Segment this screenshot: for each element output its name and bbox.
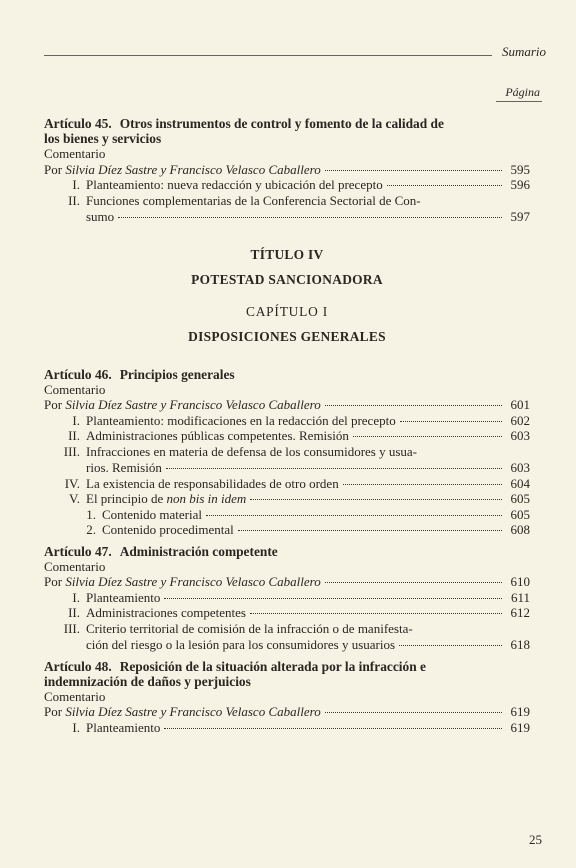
article-48-entry [44, 659, 530, 736]
comentario-label: Comentario [44, 558, 106, 574]
author-row: Por Silvia Díez Sastre y Francisco Velasco Caballero 601 [44, 397, 530, 412]
capitulo-label: CAPÍTULO I [245, 303, 328, 319]
article-title: Artículo 47. Administración competente [44, 543, 278, 559]
toc-item: II. Administraciones competentes 612 [68, 605, 530, 620]
table-of-contents [44, 116, 530, 735]
article-title: Artículo 45. Otros instrumentos de control y fomento de la calidad de los bienes y servicios [44, 116, 444, 146]
titulo-name: POTESTAD SANCIONADORA [191, 271, 383, 287]
toc-item: III. Infracciones en materia de defensa de los consumidores y usua- rios. Remisión 603 [63, 443, 530, 475]
comentario-label: Comentario [44, 146, 106, 161]
toc-item: I. Planteamiento: nueva redacción y ubicación del precepto 596 [72, 177, 530, 192]
article-47-entry [44, 544, 530, 653]
toc-item: III. Criterio territorial de comisión de la infracción o de manifesta- ción del riesgo o la lesión para los consumidores y usuarios 618 [63, 620, 530, 652]
toc-item: IV. La existencia de responsabilidades de otro orden 604 [64, 475, 530, 491]
toc-item: I. Planteamiento 611 [72, 589, 530, 605]
header-rule [44, 55, 492, 56]
toc-item: V. El principio de non bis in idem 605 [69, 491, 530, 506]
article-title: Artículo 48. Reposición de la situación alterada por la infracción e indemnización de daños y perjuicios [44, 658, 426, 689]
toc-subitem: 1. Contenido material 605 [86, 506, 530, 522]
capitulo-name: DISPOSICIONES GENERALES [188, 328, 386, 344]
comentario-label: Comentario [44, 688, 106, 704]
article-46-entry [44, 367, 530, 538]
toc-subitem: 2. Contenido procedimental 608 [86, 522, 530, 537]
toc-item: I. Planteamiento: modificaciones en la redacción del precepto 602 [72, 412, 530, 428]
article-45-entry [44, 116, 530, 225]
page-number: 25 [529, 832, 542, 847]
page-column-label: Página [505, 85, 540, 99]
page-column-rule [496, 101, 542, 102]
running-header: Sumario [501, 44, 546, 59]
titulo-label: TÍTULO IV [250, 246, 324, 262]
author-row: Por Silvia Díez Sastre y Francisco Velasco Caballero 619 [44, 704, 530, 719]
toc-item: II. Administraciones públicas competentes. Remisión 603 [68, 428, 530, 443]
comentario-label: Comentario [44, 381, 106, 397]
author-row: Por Silvia Díez Sastre y Francisco Velasco Caballero 595 [44, 161, 530, 177]
author-row: Por Silvia Díez Sastre y Francisco Velasco Caballero 610 [44, 574, 530, 589]
toc-item: II. Funciones complementarias de la Conferencia Sectorial de Con- sumo 597 [68, 192, 530, 224]
toc-item: I. Planteamiento 619 [72, 719, 530, 735]
article-title: Artículo 46. Principios generales [44, 366, 235, 382]
